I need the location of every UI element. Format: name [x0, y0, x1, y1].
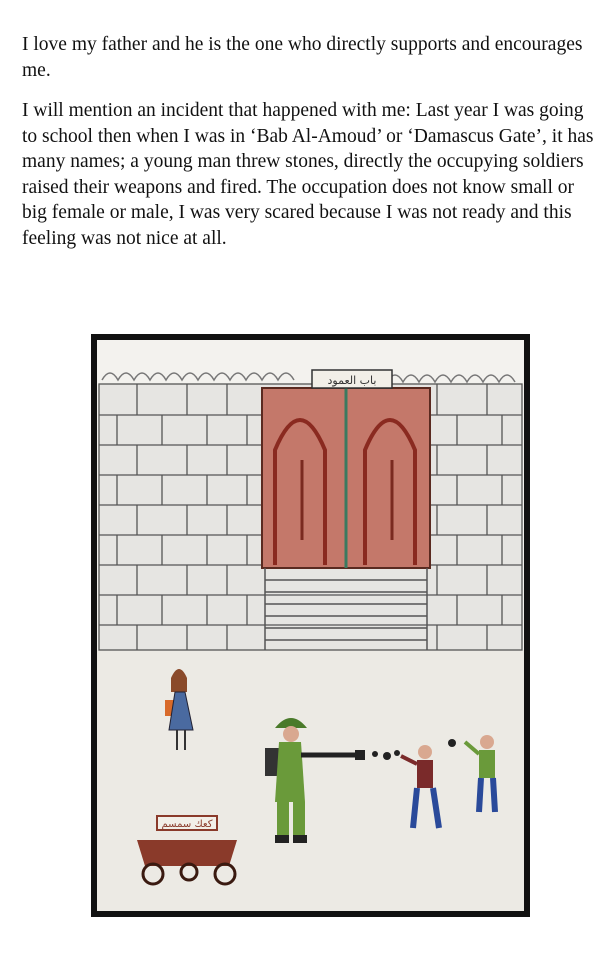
cart-sign: كعك سمسم — [161, 819, 213, 830]
paragraph-incident: I will mention an incident that happened with me: Last year I was going to school then when I was in ‘Bab Al-Amoud’ or ‘Damascus Gate’, it has many names; a young man threw stones, directly the occupying soldiers raised their weapons and fired. The occupation does not know small or big female or male, I was very scared because I was not ready and this feeling was not nice at all. — [22, 100, 594, 249]
paragraph-intro: I love my father and he is the one who directly supports and encourages me. — [22, 34, 583, 81]
drawing-frame — [91, 334, 530, 917]
child-drawing — [97, 340, 524, 911]
barbed-wire — [102, 373, 515, 382]
gate-sign: باب العمود — [327, 374, 377, 387]
damascus-gate — [262, 388, 430, 568]
